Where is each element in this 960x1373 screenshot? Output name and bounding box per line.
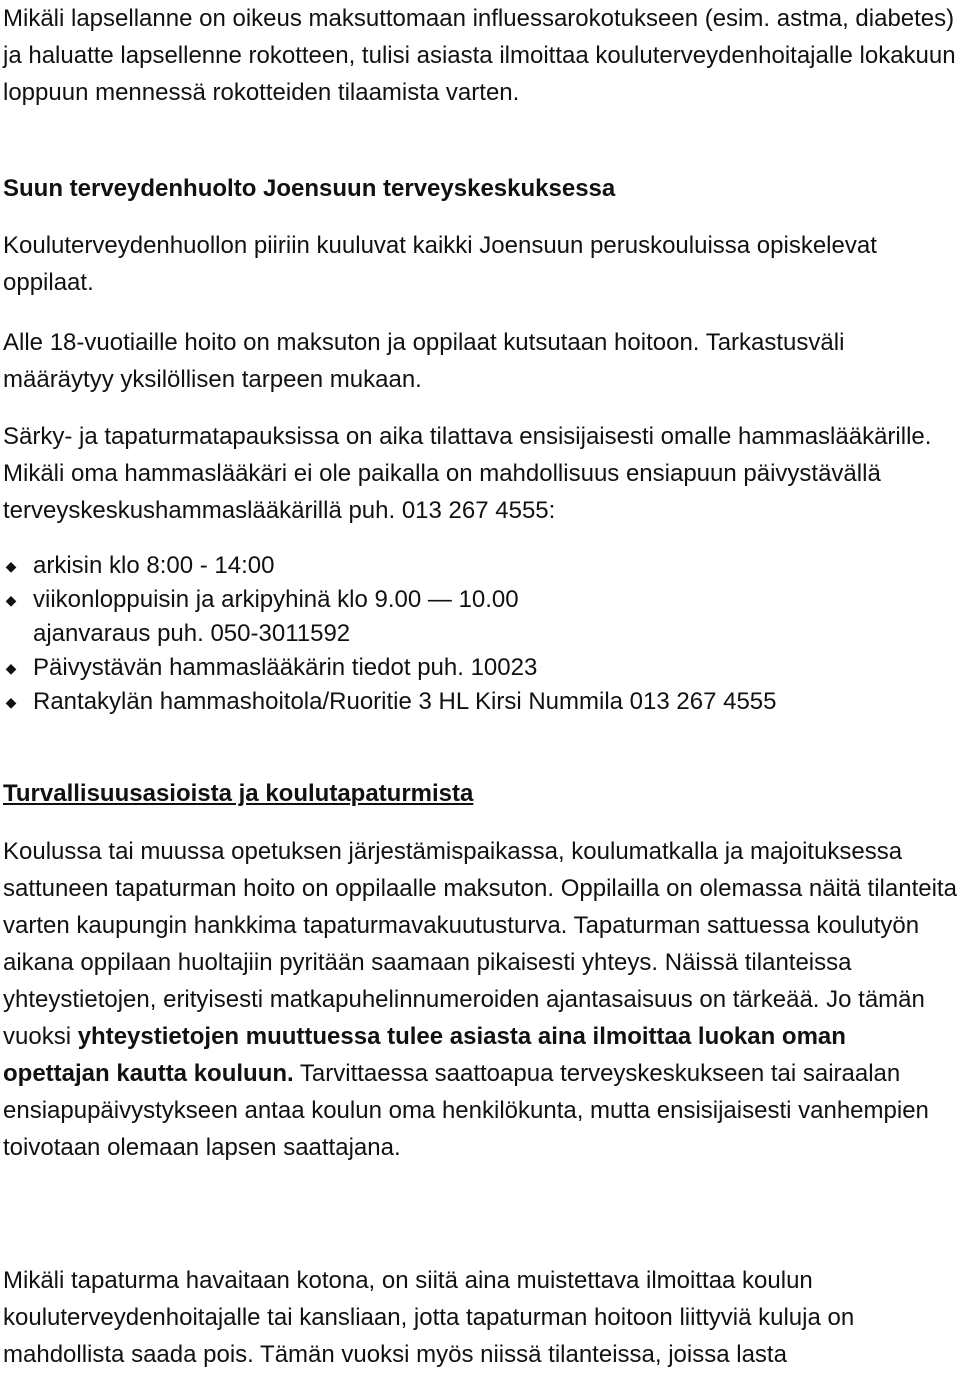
dental-paragraph-coverage: Kouluterveydenhuollon piiriin kuuluvat kaikki Joensuun peruskouluissa opiskelevat oppilaat. — [3, 232, 877, 296]
section-heading-dental-care: Suun terveydenhuolto Joensuun terveyskeskuksessa — [3, 175, 616, 202]
dental-paragraph-free-care: Alle 18-vuotiaille hoito on maksuton ja oppilaat kutsutaan hoitoon. Tarkastusväli määräytyy yksilöllisen tarpeen mukaan. — [3, 329, 845, 393]
diamond-bullet-icon: ◆ — [5, 558, 17, 574]
list-item — [0, 583, 958, 651]
list-item — [0, 685, 958, 719]
safety-text-end: Tarvittaessa saattoapua terveyskeskukseen tai sairaalan ensiapupäivystykseen antaa koulun oma henkilökunta, mutta ensisijaisesti vanhempien toivotaan olemaan lapsen saattajana. — [3, 1060, 929, 1161]
list-item-text: viikonloppuisin ja arkipyhinä klo 9.00 — 10.00 — [33, 586, 519, 613]
diamond-bullet-icon: ◆ — [5, 592, 17, 608]
dental-paragraph-emergency: Särky- ja tapaturmatapauksissa on aika tilattava ensisijaisesti omalle hammaslääkärille. Mikäli oma hammaslääkäri ei ole paikalla on mahdollisuus ensiapuun päivystävällä terveyskeskushammaslääkärillä puh. 013 267 4555: — [3, 423, 932, 524]
list-item — [0, 549, 958, 583]
list-item-text: arkisin klo 8:00 - 14:00 — [33, 552, 275, 579]
safety-paragraph-home-accidents: Mikäli tapaturma havaitaan kotona, on siitä aina muistettava ilmoittaa koulun kouluterveydenhoitajalle tai kansliaan, jotta tapaturman hoitoon liittyviä kuluja on mahdollista saada pois. Tämän vuoksi myös niissä tilanteissa, joissa lasta — [3, 1267, 855, 1368]
list-item-continuation: ajanvaraus puh. 050-3011592 — [33, 620, 351, 647]
emergency-hours-list — [0, 549, 958, 719]
list-item-text: Rantakylän hammashoitola/Ruoritie 3 HL Kirsi Nummila 013 267 4555 — [33, 688, 777, 715]
list-item-text: Päivystävän hammaslääkärin tiedot puh. 10023 — [33, 654, 538, 681]
diamond-bullet-icon: ◆ — [5, 694, 17, 710]
list-item — [0, 651, 958, 685]
intro-paragraph: Mikäli lapsellanne on oikeus maksuttomaan influessarokotukseen (esim. astma, diabetes) ja haluatte lapsellenne rokotteen, tulisi asiasta ilmoittaa kouluterveydenhoitajalle lokakuun loppuun mennessä rokotteiden tilaamista varten. — [3, 5, 956, 106]
safety-text-start: Koulussa tai muussa opetuksen järjestämispaikassa, koulumatkalla ja majoituksessa sattuneen tapaturman hoito on oppilaalle maksuton. Oppilailla on olemassa näitä tilanteita varten kaupungin hankkima tapaturmavakuutusturva. Tapaturman sattuessa koulutyön aikana oppilaan huoltajiin pyritään saamaan pikaisesti yhteys. Näissä tilanteissa yhteystietojen, erityisesti matkapuhelinnumeroiden ajantasaisuus on tärkeää. Jo tämän vuoksi — [3, 838, 957, 1050]
diamond-bullet-icon: ◆ — [5, 660, 17, 676]
safety-text-emphasis: yhteystietojen muuttuessa tulee asiasta aina ilmoittaa luokan oman opettajan kautta kouluun. — [3, 1023, 846, 1087]
section-heading-safety: Turvallisuusasioista ja koulutapaturmista — [3, 780, 474, 807]
safety-paragraph-accidents — [3, 833, 958, 1166]
